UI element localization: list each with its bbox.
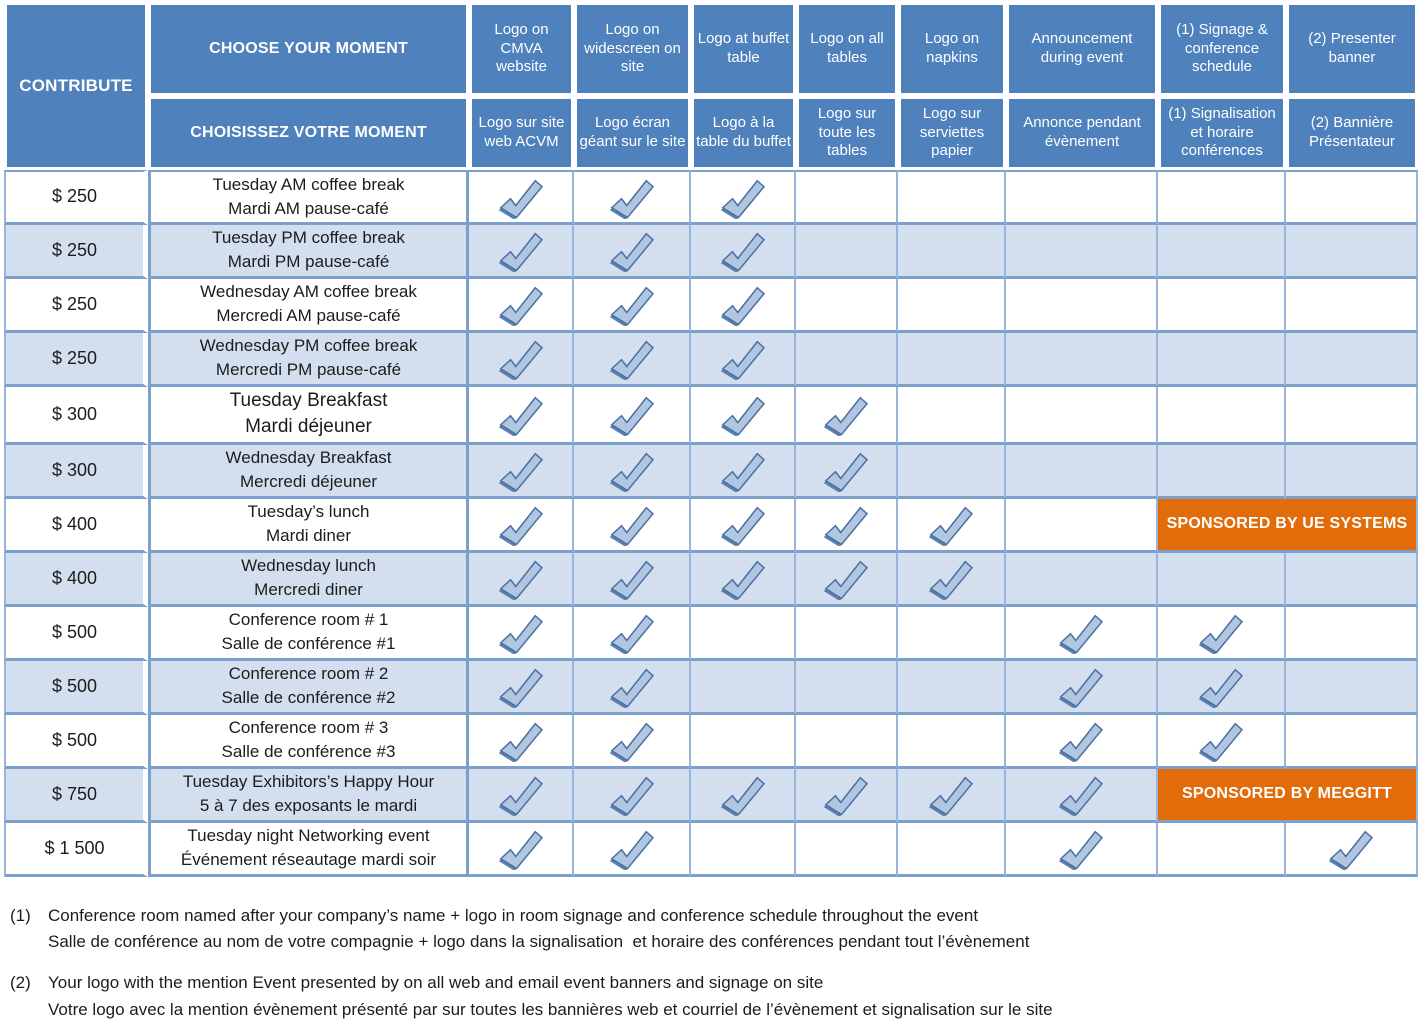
benefit-cell-empty (1006, 553, 1158, 607)
footnote-number: (1) (10, 905, 31, 925)
benefit-cell-empty (1286, 225, 1418, 279)
table-row (4, 553, 1418, 607)
check-icon (495, 394, 547, 436)
benefit-cell-empty (796, 607, 898, 661)
benefit-cell-empty (1006, 387, 1158, 445)
benefit-cell-empty (898, 715, 1006, 769)
check-icon (925, 774, 977, 816)
benefit-cell-checked (1158, 715, 1286, 769)
footnote-text-fr: Salle de conférence au nom de votre compagnie + logo dans la signalisation et horaire des conférences pendant tout l’évènement (48, 932, 1030, 952)
check-icon (606, 828, 658, 870)
check-icon (717, 450, 769, 492)
benefit-cell-checked (574, 823, 691, 877)
check-icon (606, 720, 658, 762)
benefit-cell-checked (691, 333, 796, 387)
check-icon (820, 450, 872, 492)
benefit-cell-empty (1158, 553, 1286, 607)
check-icon (820, 394, 872, 436)
moment-label-en: Wednesday Breakfast (225, 448, 392, 468)
contribution-amount: $ 500 (4, 715, 148, 769)
contribution-amount: $ 250 (4, 333, 148, 387)
benefit-cell-empty (1286, 445, 1418, 499)
check-icon (1195, 612, 1247, 654)
moment-header-fr: CHOISISSEZ VOTRE MOMENT (148, 96, 469, 170)
check-icon (717, 504, 769, 546)
contribution-amount: $ 250 (4, 225, 148, 279)
benefit-cell-empty (1158, 387, 1286, 445)
footnote-number: (2) (10, 973, 31, 993)
benefit-cell-empty (1286, 715, 1418, 769)
moment-label (148, 387, 469, 445)
moment-label-fr: Mardi PM pause-café (227, 252, 390, 272)
benefit-cell-checked (469, 715, 574, 769)
benefit-cell-checked (574, 333, 691, 387)
benefit-cell-checked (574, 661, 691, 715)
benefit-cell-empty (1158, 279, 1286, 333)
benefit-cell-empty (1286, 387, 1418, 445)
check-icon (606, 394, 658, 436)
benefit-cell-checked (1006, 661, 1158, 715)
contribution-amount: $ 1 500 (4, 823, 148, 877)
benefit-cell-empty (796, 715, 898, 769)
check-icon (1055, 666, 1107, 708)
table-row (4, 715, 1418, 769)
check-icon (606, 284, 658, 326)
benefit-cell-empty (1006, 499, 1158, 553)
benefit-header-en-8: (2) Presenter banner (1286, 2, 1418, 96)
moment-label-en: Tuesday Breakfast (229, 389, 388, 411)
sponsorship-grid-page (0, 2, 1422, 1019)
check-icon (1055, 828, 1107, 870)
moment-header-en: CHOOSE YOUR MOMENT (148, 2, 469, 96)
benefit-header-fr-8: (2) Bannière Présentateur (1286, 96, 1418, 170)
table-row (4, 170, 1418, 225)
contribution-amount: $ 250 (4, 170, 148, 225)
benefit-cell-empty (1286, 607, 1418, 661)
benefit-cell-empty (898, 607, 1006, 661)
contribution-amount: $ 500 (4, 607, 148, 661)
benefit-cell-empty (898, 225, 1006, 279)
moment-label (148, 661, 469, 715)
footnote-text-en: Your logo with the mention Event presented by on all web and email event banners and signage on site (48, 973, 824, 993)
benefit-cell-checked (1006, 769, 1158, 823)
check-icon (820, 774, 872, 816)
benefit-cell-checked (1158, 661, 1286, 715)
benefit-cell-empty (898, 279, 1006, 333)
benefit-cell-checked (691, 445, 796, 499)
check-icon (495, 230, 547, 272)
footnote-text (48, 970, 1053, 1023)
table-row (4, 769, 1418, 823)
moment-label-fr: Mercredi AM pause-café (216, 306, 401, 326)
check-icon (820, 558, 872, 600)
benefit-cell-empty (898, 823, 1006, 877)
check-icon (606, 450, 658, 492)
header-row-english (4, 2, 1418, 96)
moment-label-en: Wednesday lunch (241, 556, 376, 576)
check-icon (925, 504, 977, 546)
moment-label-en: Conference room # 2 (228, 664, 389, 684)
moment-label (148, 499, 469, 553)
moment-label (148, 279, 469, 333)
benefit-cell-checked (574, 607, 691, 661)
benefit-cell-empty (691, 715, 796, 769)
benefit-cell-empty (898, 333, 1006, 387)
benefit-cell-empty (898, 170, 1006, 225)
contribute-header: CONTRIBUTE (4, 2, 148, 170)
benefit-cell-checked (1006, 823, 1158, 877)
benefit-cell-checked (574, 499, 691, 553)
sponsor-banner: SPONSORED BY UE SYSTEMS (1158, 499, 1418, 553)
check-icon (495, 666, 547, 708)
moment-label (148, 170, 469, 225)
benefit-cell-empty (898, 445, 1006, 499)
check-icon (606, 338, 658, 380)
benefit-header-fr-1: Logo sur site web ACVM (469, 96, 574, 170)
table-header (4, 2, 1418, 170)
benefit-header-en-1: Logo on CMVA website (469, 2, 574, 96)
benefit-cell-empty (1006, 170, 1158, 225)
benefit-cell-checked (469, 823, 574, 877)
check-icon (495, 450, 547, 492)
moment-label (148, 225, 469, 279)
benefit-header-fr-2: Logo écran géant sur le site (574, 96, 691, 170)
benefit-cell-checked (898, 553, 1006, 607)
check-icon (606, 666, 658, 708)
footnote-text (48, 903, 1029, 956)
benefit-cell-checked (691, 225, 796, 279)
benefit-cell-checked (469, 333, 574, 387)
moment-label-en: Tuesday’s lunch (247, 502, 370, 522)
benefit-header-fr-6: Annonce pendant évènement (1006, 96, 1158, 170)
check-icon (925, 558, 977, 600)
contribution-amount: $ 750 (4, 769, 148, 823)
table-body (4, 170, 1418, 877)
table-row (4, 499, 1418, 553)
benefit-cell-checked (796, 553, 898, 607)
contribution-amount: $ 400 (4, 553, 148, 607)
moment-label (148, 553, 469, 607)
benefit-header-fr-7: (1) Signalisation et horaire conférences (1158, 96, 1286, 170)
check-icon (717, 774, 769, 816)
benefit-cell-checked (796, 499, 898, 553)
check-icon (717, 230, 769, 272)
moment-label-fr: Salle de conférence #1 (221, 634, 396, 654)
moment-label-en: Conference room # 3 (228, 718, 389, 738)
moment-label (148, 715, 469, 769)
benefit-cell-checked (691, 553, 796, 607)
moment-label (148, 333, 469, 387)
check-icon (495, 828, 547, 870)
check-icon (1325, 828, 1377, 870)
check-icon (1195, 720, 1247, 762)
check-icon (717, 284, 769, 326)
moment-label (148, 769, 469, 823)
benefit-header-en-4: Logo on all tables (796, 2, 898, 96)
benefit-header-en-7: (1) Signage & conference schedule (1158, 2, 1286, 96)
table-row (4, 661, 1418, 715)
benefit-cell-checked (574, 387, 691, 445)
moment-label-en: Tuesday PM coffee break (212, 228, 405, 248)
table-row (4, 823, 1418, 877)
benefit-cell-empty (796, 170, 898, 225)
benefit-cell-empty (796, 333, 898, 387)
moment-label-fr: Mercredi diner (254, 580, 363, 600)
table-row (4, 445, 1418, 499)
contribution-amount: $ 300 (4, 445, 148, 499)
moment-label-en: Tuesday night Networking event (187, 826, 430, 846)
benefit-cell-empty (691, 823, 796, 877)
moment-label-fr: Mardi diner (265, 526, 352, 546)
footnote-text-en: Conference room named after your company’s name + logo in room signage and conference schedule throughout the event (48, 905, 979, 925)
benefit-cell-checked (574, 279, 691, 333)
check-icon (606, 774, 658, 816)
check-icon (717, 338, 769, 380)
benefit-cell-checked (1006, 607, 1158, 661)
check-icon (606, 177, 658, 219)
moment-label-en: Wednesday PM coffee break (199, 336, 418, 356)
check-icon (495, 284, 547, 326)
benefit-cell-checked (691, 499, 796, 553)
check-icon (495, 720, 547, 762)
benefit-cell-checked (469, 445, 574, 499)
benefit-cell-checked (898, 499, 1006, 553)
benefit-cell-checked (469, 769, 574, 823)
benefit-cell-checked (469, 170, 574, 225)
moment-label-fr: Mercredi PM pause-café (215, 360, 402, 380)
contribution-amount: $ 500 (4, 661, 148, 715)
benefit-header-en-3: Logo at buffet table (691, 2, 796, 96)
benefit-cell-checked (574, 445, 691, 499)
moment-label-en: Tuesday Exhibitors’s Happy Hour (182, 772, 435, 792)
benefit-cell-empty (1286, 661, 1418, 715)
benefit-cell-checked (469, 225, 574, 279)
moment-label (148, 607, 469, 661)
moment-label-fr: Mardi AM pause-café (228, 198, 389, 218)
benefit-cell-empty (796, 661, 898, 715)
footnote-2 (10, 970, 1422, 1023)
moment-label-fr: Salle de conférence #2 (221, 688, 396, 708)
check-icon (606, 230, 658, 272)
table-row (4, 333, 1418, 387)
benefit-cell-checked (1006, 715, 1158, 769)
benefit-cell-checked (691, 279, 796, 333)
footnote-1 (10, 903, 1422, 956)
check-icon (495, 177, 547, 219)
benefit-cell-empty (796, 225, 898, 279)
benefit-cell-checked (1158, 607, 1286, 661)
contribution-amount: $ 250 (4, 279, 148, 333)
benefit-cell-checked (796, 445, 898, 499)
footnote-text-fr: Votre logo avec la mention évènement présenté par sur toutes les bannières web et courriel de l’évènement et signalisation sur le site (48, 999, 1053, 1019)
benefit-cell-checked (469, 279, 574, 333)
benefit-cell-empty (1006, 225, 1158, 279)
check-icon (820, 504, 872, 546)
check-icon (495, 612, 547, 654)
benefit-cell-checked (691, 387, 796, 445)
check-icon (495, 558, 547, 600)
moment-label-fr: Salle de conférence #3 (221, 742, 396, 762)
benefit-cell-checked (1286, 823, 1418, 877)
benefit-header-en-6: Announcement during event (1006, 2, 1158, 96)
benefit-header-en-2: Logo on widescreen on site (574, 2, 691, 96)
check-icon (717, 177, 769, 219)
moment-label (148, 823, 469, 877)
check-icon (717, 394, 769, 436)
benefit-header-fr-3: Logo à la table du buffet (691, 96, 796, 170)
benefit-cell-empty (796, 823, 898, 877)
benefit-cell-checked (469, 607, 574, 661)
benefit-cell-checked (574, 715, 691, 769)
check-icon (495, 504, 547, 546)
benefit-cell-empty (1158, 225, 1286, 279)
moment-label-fr: Événement réseautage mardi soir (180, 850, 437, 870)
benefit-cell-checked (574, 553, 691, 607)
moment-label-en: Conference room # 1 (228, 610, 389, 630)
benefit-cell-checked (469, 387, 574, 445)
benefit-cell-empty (1006, 333, 1158, 387)
check-icon (1195, 666, 1247, 708)
benefit-cell-empty (898, 387, 1006, 445)
benefit-header-fr-4: Logo sur toute les tables (796, 96, 898, 170)
table-row (4, 387, 1418, 445)
moment-label-en: Tuesday AM coffee break (212, 175, 405, 194)
check-icon (717, 558, 769, 600)
header-row-french (4, 96, 1418, 170)
check-icon (606, 612, 658, 654)
benefit-cell-empty (1286, 333, 1418, 387)
check-icon (1055, 612, 1107, 654)
sponsor-banner: SPONSORED BY MEGGITT (1158, 769, 1418, 823)
contribution-amount: $ 300 (4, 387, 148, 445)
check-icon (1055, 720, 1107, 762)
benefit-cell-checked (469, 499, 574, 553)
table-row (4, 225, 1418, 279)
benefit-cell-checked (574, 225, 691, 279)
table-row (4, 279, 1418, 333)
benefit-cell-empty (1158, 333, 1286, 387)
benefit-cell-empty (1006, 445, 1158, 499)
benefit-cell-empty (1158, 445, 1286, 499)
benefit-cell-checked (796, 769, 898, 823)
moment-label (148, 445, 469, 499)
benefit-cell-checked (898, 769, 1006, 823)
check-icon (495, 774, 547, 816)
benefit-cell-empty (796, 279, 898, 333)
benefit-cell-empty (1006, 279, 1158, 333)
sponsorship-table (4, 2, 1418, 877)
benefit-cell-checked (574, 769, 691, 823)
moment-label-fr: Mercredi déjeuner (239, 472, 377, 492)
benefit-cell-checked (796, 387, 898, 445)
benefit-cell-empty (691, 607, 796, 661)
benefit-cell-empty (1286, 170, 1418, 225)
moment-label-en: Wednesday AM coffee break (200, 282, 417, 302)
benefit-cell-checked (691, 170, 796, 225)
contribution-amount: $ 400 (4, 499, 148, 553)
benefit-cell-checked (469, 553, 574, 607)
check-icon (1055, 774, 1107, 816)
benefit-cell-empty (1286, 279, 1418, 333)
benefit-cell-checked (691, 769, 796, 823)
check-icon (606, 504, 658, 546)
benefit-cell-empty (691, 661, 796, 715)
footnotes (10, 903, 1422, 1023)
benefit-cell-checked (469, 661, 574, 715)
check-icon (495, 338, 547, 380)
benefit-header-fr-5: Logo sur serviettes papier (898, 96, 1006, 170)
benefit-cell-empty (1158, 823, 1286, 877)
moment-label-fr: 5 à 7 des exposants le mardi (199, 796, 418, 816)
benefit-cell-empty (1286, 553, 1418, 607)
table-row (4, 607, 1418, 661)
benefit-cell-empty (1158, 170, 1286, 225)
check-icon (606, 558, 658, 600)
benefit-cell-empty (898, 661, 1006, 715)
benefit-header-en-5: Logo on napkins (898, 2, 1006, 96)
benefit-cell-checked (574, 170, 691, 225)
moment-label-fr: Mardi déjeuner (245, 416, 372, 438)
